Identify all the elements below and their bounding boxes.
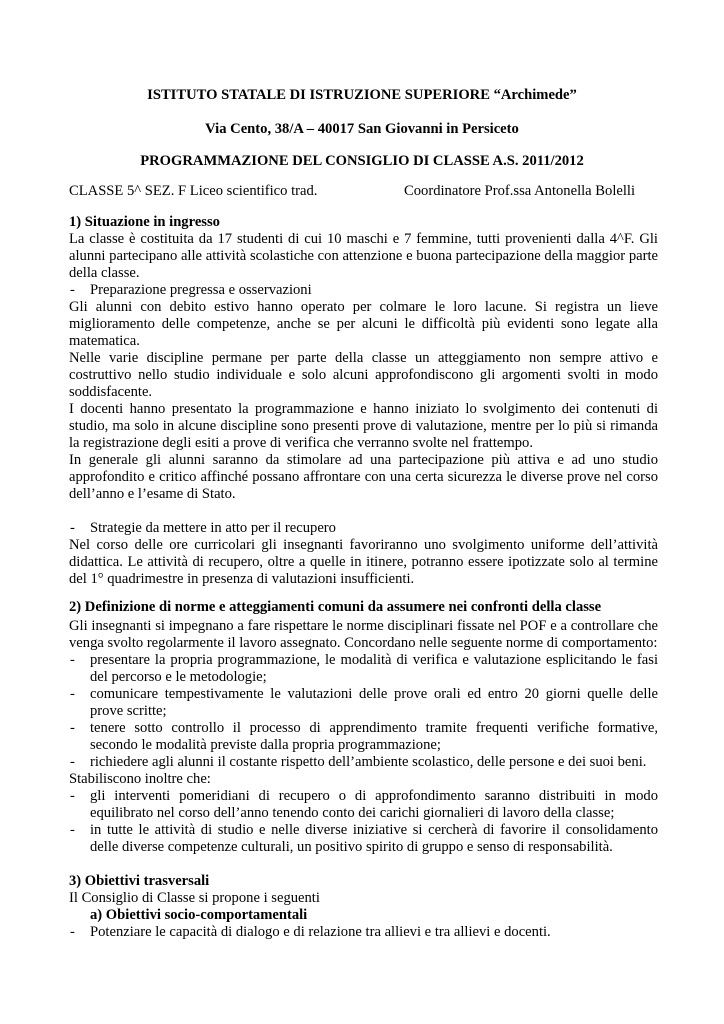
list-item: - in tutte le attività di studio e nelle diverse iniziative si cercherà di favorire il consolidamento delle diverse competenze culturali, un positivo spirito di gruppo e senso di responsabilità. bbox=[69, 822, 658, 856]
institute-title: ISTITUTO STATALE DI ISTRUZIONE SUPERIORE “Archimede” bbox=[147, 87, 577, 103]
paragraph: I docenti hanno presentato la programmazione e hanno iniziato lo svolgimento dei contenuti di studio, ma solo in alcune discipline sono presenti prove di valutazione, mentre per lo più si rimanda la registrazione degli esiti a prove di verifica che verranno svolte nel frattempo. bbox=[69, 401, 658, 451]
list-item: - gli interventi pomeridiani di recupero o di approfondimento saranno distribuiti in modo equilibrato nel corso dell’anno tenendo conto dei carichi giornalieri di lavoro della classe; bbox=[69, 788, 658, 822]
list-item: - Potenziare le capacità di dialogo e di relazione tra allievi e tra allievi e docenti. bbox=[69, 924, 658, 941]
class-label: CLASSE 5^ SEZ. F Liceo scientifico trad. bbox=[69, 183, 318, 199]
subsection-strategies: - Strategie da mettere in atto per il recupero bbox=[69, 520, 658, 537]
subsection-preparation: - Preparazione pregressa e osservazioni bbox=[69, 282, 658, 299]
section-2-intro: Gli insegnanti si impegnano a fare rispettare le norme disciplinari fissate nel POF e a controllare che venga svolto regolarmente il lavoro assegnato. Concordano nelle seguente norme di comportamento: bbox=[69, 618, 658, 651]
institute-address: Via Cento, 38/A – 40017 San Giovanni in Persiceto bbox=[205, 121, 519, 137]
class-info-line bbox=[69, 183, 656, 200]
paragraph: Gli alunni con debito estivo hanno operato per colmare le loro lacune. Si registra un lieve miglioramento delle competenze, anche se per alcuni le difficoltà più evidenti sono legate alla matematica. bbox=[69, 299, 658, 349]
paragraph: Nelle varie discipline permane per parte della classe un atteggiamento non sempre attivo e costruttivo nello studio individuale e solo alcuni approfondiscono gli argomenti svolti in modo soddisfacente. bbox=[69, 350, 658, 400]
document-body bbox=[69, 214, 658, 941]
paragraph: Nel corso delle ore curricolari gli insegnanti favoriranno uno svolgimento uniforme dell’attività didattica. Le attività di recupero, oltre a quelle in itinere, potranno essere ipotizzate solo al termine del 1° quadrimestre in presenza di valutazioni insufficienti. bbox=[69, 537, 658, 587]
coordinator-label: Coordinatore Prof.ssa Antonella Bolelli bbox=[404, 183, 636, 199]
subsection-socio-behavioral: a) Obiettivi socio-comportamentali bbox=[90, 907, 308, 923]
paragraph: Stabiliscono inoltre che: bbox=[69, 771, 211, 787]
section-1-intro: La classe è costituita da 17 studenti di cui 10 maschi e 7 femmine, tutti provenienti dalla 4^F. Gli alunni partecipano alle attività scolastiche con attenzione e buona partecipazione della maggior parte della classe. bbox=[69, 231, 658, 281]
section-3-heading: 3) Obiettivi trasversali bbox=[69, 873, 210, 889]
list-item: - richiedere agli alunni il costante rispetto dell’ambiente scolastico, delle persone e dei suoi beni. bbox=[69, 754, 658, 771]
section-2-heading: 2) Definizione di norme e atteggiamenti comuni da assumere nei confronti della classe bbox=[69, 599, 602, 615]
paragraph: In generale gli alunni saranno da stimolare ad una partecipazione più attiva e ad uno studio approfondito e critico affinché possano affrontare con una certa sicurezza le diverse prove nel corso dell’anno e l’esame di Stato. bbox=[69, 452, 658, 502]
section-1-heading: 1) Situazione in ingresso bbox=[69, 214, 220, 230]
list-item: - tenere sotto controllo il processo di apprendimento tramite frequenti verifiche formative, secondo le modalità previste dalla propria programmazione; bbox=[69, 720, 658, 754]
list-item: - comunicare tempestivamente le valutazioni delle prove orali ed entro 20 giorni quelle delle prove scritte; bbox=[69, 686, 658, 720]
section-3-intro: Il Consiglio di Classe si propone i seguenti bbox=[69, 890, 320, 906]
program-title: PROGRAMMAZIONE DEL CONSIGLIO DI CLASSE A.S. 2011/2012 bbox=[140, 153, 584, 169]
list-item: - presentare la propria programmazione, le modalità di verifica e valutazione esplicitando le fasi del percorso e le metodologie; bbox=[69, 652, 658, 686]
